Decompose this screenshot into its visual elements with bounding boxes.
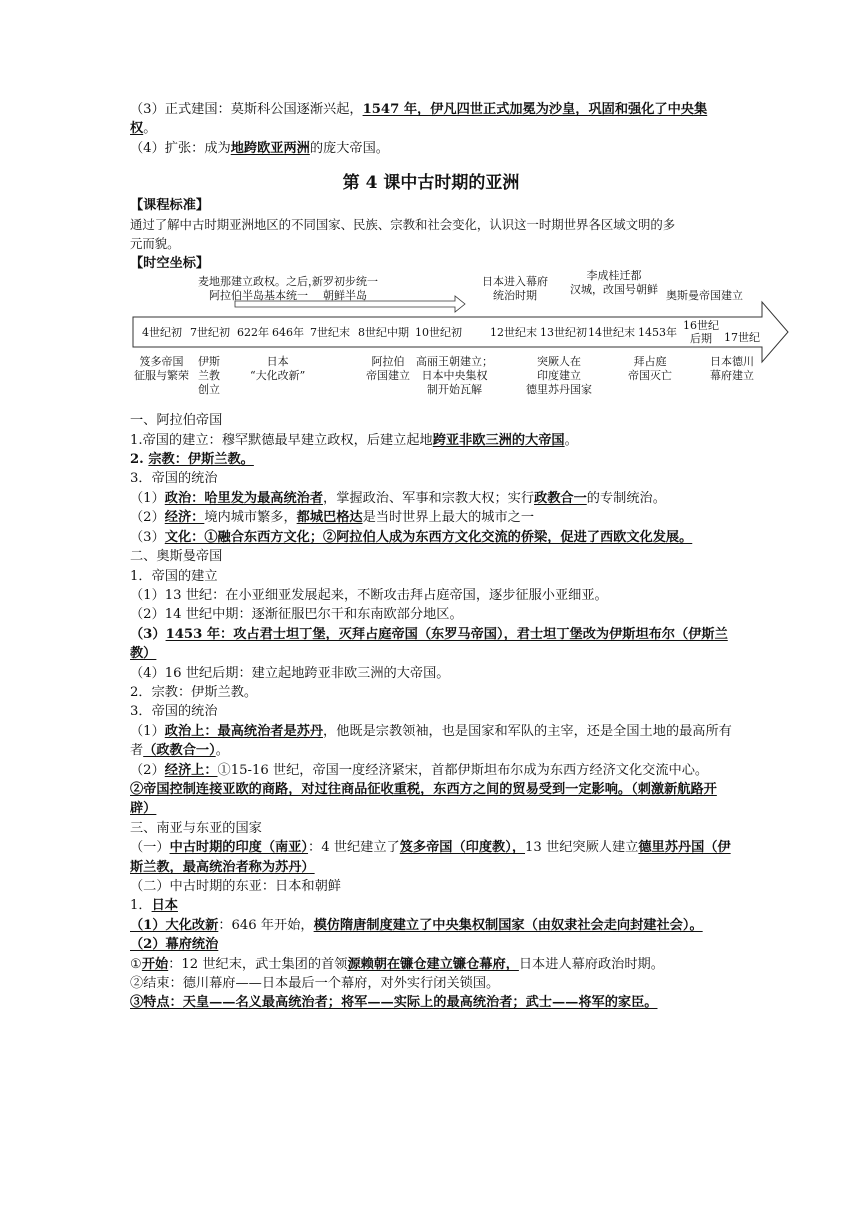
tl-top-shogunate: 日本进入幕府 统治时期 xyxy=(482,275,548,303)
tl-tick: 13世纪初 xyxy=(540,326,587,340)
tl-bottom-byzantine: 拜占庭 帝国灭亡 xyxy=(628,355,672,383)
tl-tick: 7世纪末 xyxy=(310,326,350,340)
paragraph: ②帝国控制连接亚欧的商路，对过往商品征收重税，东西方之间的贸易受到一定影响。（刺激新航路开辟） xyxy=(130,781,717,817)
paragraph: 1.帝国的建立：穆罕默德最早建立政权，后建立起地跨亚非欧三洲的大帝国。 xyxy=(130,432,578,448)
paragraph: （3）文化：①融合东西方文化；②阿拉伯人成为东西方文化交流的侨梁，促进了西欧文化发展。 xyxy=(130,529,693,545)
curriculum-standard-heading: 【课程标准】 xyxy=(130,197,210,213)
paragraph: 2. 宗教：伊斯兰教。 xyxy=(130,452,254,468)
tl-tick: 646年 xyxy=(272,326,304,340)
tl-tick: 12世纪末 xyxy=(490,326,537,340)
paragraph: （1）政治上：最高统治者是苏丹，他既是宗教领袖，也是国家和军队的主宰，还是全国土地的最高所有者（政教合一）。 xyxy=(130,723,732,759)
tl-tick: 4世纪初 xyxy=(142,326,182,340)
section-heading-arab: 一、阿拉伯帝国 xyxy=(130,413,223,429)
tl-bottom-arab: 阿拉伯 帝国建立 xyxy=(366,355,410,383)
paragraph: 2．宗教：伊斯兰教。 xyxy=(130,684,258,700)
paragraph: （1）政治：哈里发为最高统治者，掌握政治、军事和宗教大权；实行政教合一的专制统治。 xyxy=(130,490,666,506)
section-heading-asia: 三、南亚与东亚的国家 xyxy=(130,820,262,836)
paragraph: 3．帝国的统治 xyxy=(130,704,218,720)
tl-tick: 14世纪末 xyxy=(588,326,635,340)
paragraph: （2）14 世纪中期：逐渐征服巴尔干和东南欧部分地区。 xyxy=(130,607,463,623)
paragraph: ②结束：德川幕府——日本最后一个幕府，对外实行闭关锁国。 xyxy=(130,976,500,992)
curriculum-standard-text: 通过了解中古时期亚洲地区的不同国家、民族、宗教和社会变化，认识这一时期世界各区域文明的多 元而貌。 xyxy=(130,217,676,252)
tl-bottom-goryeo: 高丽王朝建立； 日本中央集权 制开始瓦解 xyxy=(416,355,493,397)
paragraph: 1．帝国的建立 xyxy=(130,568,218,584)
paragraph-russia-founding: （3）正式建国：莫斯科公国逐渐兴起，1547 年，伊凡四世正式加冕为沙皇，巩固和强化了中央集权。 xyxy=(130,102,708,137)
tl-bottom-islam: 伊斯 兰教 创立 xyxy=(198,355,220,397)
tl-tick: 622年 xyxy=(237,326,269,340)
paragraph: （2）幕府统治 xyxy=(130,937,219,953)
paragraph: （2）经济：境内城市繁多，都城巴格达是当时世界上最大的城市之一 xyxy=(130,510,535,526)
paragraph: 1．日本 xyxy=(130,898,178,914)
tl-tick: 8世纪中期 xyxy=(358,326,409,340)
tl-tick: 17世纪 xyxy=(724,331,760,345)
document-page xyxy=(130,100,760,1013)
timeline-heading: 【时空坐标】 xyxy=(130,255,210,271)
paragraph: （2）经济上：①15-16 世纪，帝国一度经济紧宋，首都伊斯坦布尔成为东西方经济文化交流中心。 xyxy=(130,762,709,778)
tl-top-ottoman: 奥斯曼帝国建立 xyxy=(666,289,743,303)
tl-tick: 1453年 xyxy=(638,326,677,340)
paragraph: （4）16 世纪后期：建立起地跨亚非欧三洲的大帝国。 xyxy=(130,665,450,681)
tl-top-joseon: 李成桂迁都 汉城，改国号朝鲜 xyxy=(570,269,658,297)
paragraph: （3）1453 年：攻占君士坦丁堡，灭拜占庭帝国（东罗马帝国），君士坦丁堡改为伊斯坦布尔（伊斯兰教） xyxy=(130,626,728,662)
paragraph: ③特点：天皇——名义最高统治者；将军——实际上的最高统治者；武士——将军的家臣。 xyxy=(130,995,658,1011)
tl-bottom-gupta: 笈多帝国 征服与繁荣 xyxy=(134,355,189,383)
paragraph: ①开始：12 世纪末，武士集团的首领源赖朝在镰仓建立镰仓幕府，日本进人幕府政治时期。 xyxy=(130,956,664,972)
paragraph: （1）13 世纪：在小亚细亚发展起来，不断攻击拜占庭帝国，逐步征服小亚细亚。 xyxy=(130,587,608,603)
section-heading-ottoman: 二、奥斯曼帝国 xyxy=(130,549,223,565)
paragraph-russia-expansion: （4）扩张：成为地跨欧亚两洲的庞大帝国。 xyxy=(130,140,389,156)
timeline-diagram xyxy=(130,269,790,405)
tl-bottom-taika: 日本 “大化改新” xyxy=(250,355,306,383)
lesson-title: 第 4 课中古时期的亚洲 xyxy=(342,173,520,194)
tl-bottom-delhi: 突厥人在 印度建立 德里苏丹国家 xyxy=(526,355,592,397)
tl-tick: 10世纪初 xyxy=(415,326,462,340)
tl-tick: 16世纪 后期 xyxy=(683,319,719,346)
tl-top-silla: 新罗初步统一 朝鲜半岛 xyxy=(312,275,378,303)
tl-tick: 7世纪初 xyxy=(190,326,230,340)
tl-top-medina: 麦地那建立政权。之后， 阿拉伯半岛基本统一 xyxy=(198,275,319,303)
paragraph: 3．帝国的统治 xyxy=(130,471,218,487)
paragraph: （二）中古时期的东亚：日本和朝鲜 xyxy=(130,879,341,894)
paragraph: （1）大化改新：646 年开始，模仿隋唐制度建立了中央集权制国家（由奴隶社会走向封建社会）。 xyxy=(130,917,703,933)
tl-bottom-tokugawa: 日本德川 幕府建立 xyxy=(710,355,754,383)
paragraph: （一）中古时期的印度（南亚）：4 世纪建立了笈多帝国（印度教），13 世纪突厥人建立德里苏丹国（伊斯兰教，最高统治者称为苏丹） xyxy=(130,840,731,875)
